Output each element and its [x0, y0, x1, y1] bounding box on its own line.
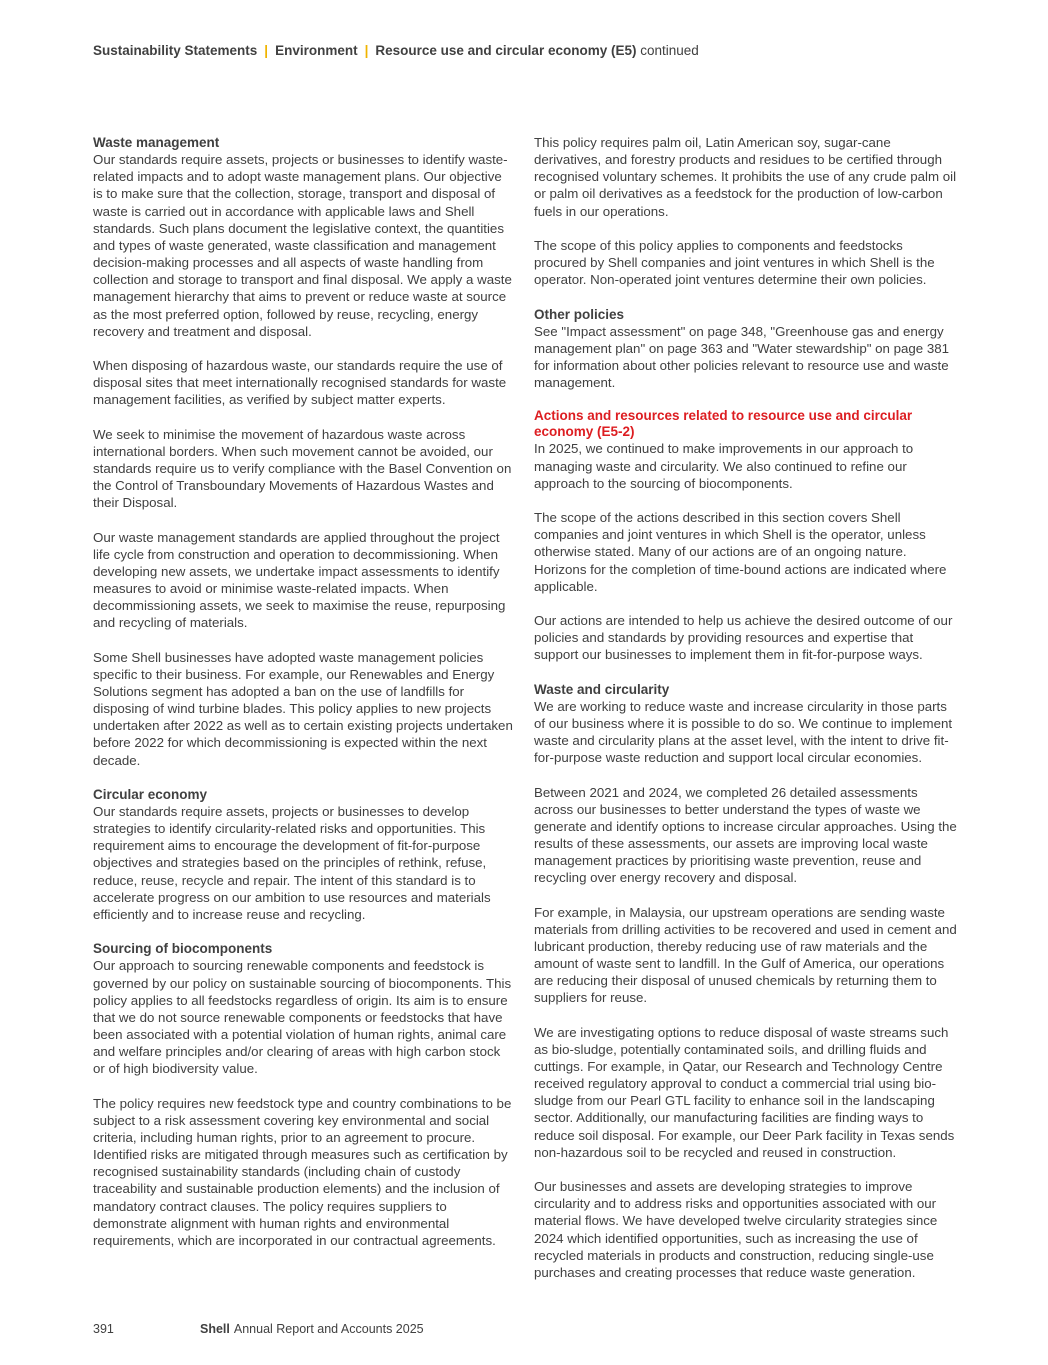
sourcing-paragraph-2: The policy requires new feedstock type and country combinations to be subject to a risk assessment covering key environmental and social criteria, including human rights, prior to an agreement to procure. Identified risks are mitigated through measures such as certification by recognised sustainability standards (including chain of custody traceability and sustainable production elements) and the inclusion of mandatory contract clauses. The policy requires suppliers to demonstrate alignment with human rights and environmental requirements, which are incorporated in our contractual agreements. — [93, 1095, 512, 1248]
waste-paragraph-4: Our waste management standards are applied throughout the project life cycle from construction and operation to decommissioning. When developing new assets, we undertake impact assessments to identify measures to avoid or minimise waste-related impacts. When decommissioning assets, we seek to maximise the reuse, repurposing and recycling of materials. — [93, 529, 506, 631]
breadcrumb-separator: | — [364, 43, 369, 58]
sourcing-paragraph-1: Our approach to sourcing renewable components and feedstock is governed by our policy on sustainable sourcing of biocomponents. This policy applies to all feedstocks regardless of origin. Its aim is to ensure that we do not source renewable components or feedstocks that have been associated with a potential violation of human rights, animal care and welfare principles and/or clearing of areas with high carbon stock or of high biodiversity value. — [93, 958, 512, 1077]
circularity-paragraph-2: Between 2021 and 2024, we completed 26 detailed assessments across our businesses to better understand the types of waste we generate and identify options to increase circular approaches. Using the results of these assessments, our assets are improving local waste management practices by prioritising waste prevention, reuse and recycling over energy recovery and disposal. — [534, 784, 957, 886]
waste-circularity-heading: Waste and circularity — [534, 681, 670, 697]
policy-paragraph-2: The scope of this policy applies to components and feedstocks procured by Shell companies and joint ventures in which Shell is the operator. Non-operated joint ventures determine their own policies. — [534, 237, 935, 288]
circularity-paragraph-4: We are investigating options to reduce disposal of waste streams such as bio-sludge, potentially contaminated soils, and drilling fluids and cuttings. For example, in Qatar, our Research and Technology Centre received regulatory approval to conduct a commercial trial using bio-sludge from our Pearl GTL facility to enhance soil in the landscaping sector. Additionally, our manufacturing facilities are finding ways to reduce soil disposal. For example, our Deer Park facility in Texas sends non-hazardous soil to be recycled and reused in construction. — [534, 1024, 955, 1160]
circularity-paragraph-1: We are working to reduce waste and increase circularity in those parts of our business where it is possible to do so. We continue to implement waste and circularity plans at the asset level, with the intent to drive fit-for-purpose waste reduction and support local circular economies. — [534, 698, 953, 766]
waste-paragraph-2: When disposing of hazardous waste, our standards require the use of disposal sites that meet internationally recognised standards for waste management facilities, as verified by subject matter experts. — [93, 358, 507, 408]
other-policies-paragraph: See "Impact assessment" on page 348, "Greenhouse gas and energy management plan" on page 363 and "Water stewardship" on page 381 for information about other policies relevant to resource use and waste management. — [534, 323, 950, 391]
circularity-paragraph-5: Our businesses and assets are developing strategies to improve circularity and to address risks and opportunities associated with our material flows. We have developed twelve circularity strategies since 2024 which identified opportunities, such as increasing the use of recycled materials in products and construction, reducing single-use purchases and creating processes that reduce waste generation. — [534, 1179, 938, 1280]
circular-paragraph-1: Our standards require assets, projects or businesses to develop strategies to identify circularity-related risks and opportunities. This requirement aims to encourage the development of fit-for-purpose objectives and strategies based on the principles of rethink, refuse, reduce, reuse, recycle and repair. The intent of this standard is to accelerate progress on our ambition to use resources and materials efficiently and to increase reuse and recycling. — [93, 804, 491, 922]
actions-paragraph-2: The scope of the actions described in this section covers Shell companies and joint ventures in which Shell is the operator, unless otherwise stated. Many of our actions are of an ongoing nature. Horizons for the completion of time-bound actions are indicated where applicable. — [534, 510, 947, 594]
report-name: Annual Report and Accounts 2025 — [233, 1322, 424, 1336]
breadcrumb-sustainability: Sustainability Statements — [93, 43, 258, 58]
breadcrumb-separator: | — [264, 43, 269, 58]
circularity-paragraph-3: For example, in Malaysia, our upstream operations are sending waste materials from drilling activities to be recovered and used in cement and lubricant production, thereby reducing use of raw materials and the amount of waste sent to landfill. In the Gulf of America, our operations are reducing their disposal of unused chemicals by returning them to suppliers for reuse. — [534, 904, 957, 1006]
header-continued: continued — [640, 43, 699, 58]
actions-resources-heading: Actions and resources related to resource use and circular economy (E5-2) — [534, 408, 913, 440]
right-column — [534, 134, 958, 1298]
waste-paragraph-3: We seek to minimise the movement of hazardous waste across international borders. When such movement cannot be avoided, our standards require us to verify compliance with the Basel Convention on the Control of Transboundary Movements of Hazardous Wastes and their Disposal. — [93, 426, 512, 511]
footer-report-title — [200, 1322, 424, 1336]
left-column — [93, 134, 513, 1266]
waste-paragraph-5: Some Shell businesses have adopted waste management policies specific to their business. For example, our Renewables and Energy Solutions segment has adopted a ban on the use of landfills for disposing of wind turbine blades. This policy applies to new projects undertaken after 2022 as well as to certain existing projects undertaken before 2022 for which decommissioning is expected within the next decade. — [93, 649, 513, 768]
breadcrumb-resource-use: Resource use and circular economy (E5) — [375, 43, 637, 58]
sourcing-heading: Sourcing of biocomponents — [93, 941, 273, 957]
waste-paragraph-1: Our standards require assets, projects or businesses to identify waste-related impacts and to adopt waste management plans. Our objective is to make sure that the collection, storage, transport and disposal of waste is carried out in accordance with applicable laws and Shell standards. Such plans document the legislative context, the quantities and types of waste generated, waste classification and management decision-making processes and all aspects of waste handling from collection and storage to transport and final disposal. We apply a waste management hierarchy that aims to prevent or reduce waste at source as the most preferred option, followed by reuse, recycling, energy recovery and treatment and disposal. — [93, 152, 512, 339]
page-number: 391 — [93, 1322, 114, 1336]
actions-paragraph-3: Our actions are intended to help us achieve the desired outcome of our policies and standards by providing resources and expertise that support our businesses to implement them in fit-for-purpose ways. — [534, 612, 953, 663]
circular-economy-heading: Circular economy — [93, 786, 208, 802]
other-policies-heading: Other policies — [534, 306, 625, 322]
policy-paragraph-1: This policy requires palm oil, Latin American soy, sugar-cane derivatives, and forestry products and residues to be certified through recognised voluntary schemes. It prohibits the use of any crude palm oil or palm oil derivatives as a feedstock for the production of low-carbon fuels in our operations. — [534, 135, 957, 219]
breadcrumb-environment: Environment — [275, 43, 358, 58]
running-header — [93, 43, 699, 58]
brand-name: Shell — [200, 1322, 230, 1336]
waste-management-heading: Waste management — [93, 135, 220, 150]
actions-paragraph-1: In 2025, we continued to make improvements in our approach to managing waste and circularity. We also continued to refine our approach to the sourcing of biocomponents. — [534, 441, 914, 491]
